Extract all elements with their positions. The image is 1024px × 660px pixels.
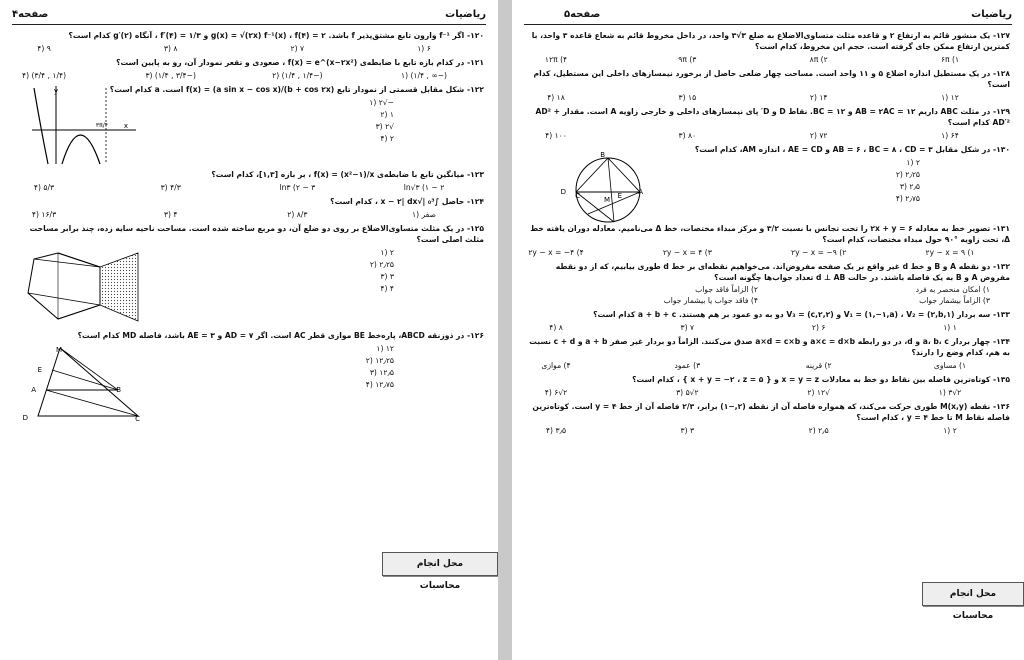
option-2[interactable]: ۱۲٫۲۵ (۲ [365, 356, 394, 365]
option-2[interactable]: ۱ (۲ [380, 110, 394, 119]
question-127 [526, 30, 1010, 65]
option-3[interactable]: ۳) عمود [674, 361, 701, 370]
option-4[interactable]: ۴ (۴ [380, 284, 394, 293]
option-3[interactable]: √۲ (۳ [375, 122, 394, 131]
option-1[interactable]: ۲y − x = ۹ (۱ [925, 248, 975, 257]
label-E: E [37, 366, 42, 374]
subject-title: ریاضیات [971, 9, 1012, 20]
option-4[interactable]: ۴) موازی [541, 361, 571, 370]
graph-figure [28, 84, 138, 166]
question-number: ۱۲۵- [466, 224, 484, 233]
options [526, 247, 1010, 258]
option-2[interactable]: ۲٫۵ (۲ [808, 426, 829, 435]
option-3[interactable]: ۳ (۳ [380, 272, 394, 281]
option-1[interactable]: ۱ (۱ [943, 323, 957, 332]
question-stem: سه بردار V₁ = (۱,−۱,a) ، V₂ = (۲,b,۱) و V₃ = (c,۲,۲) دو به دو عمود بر هم هستند. a + b + c کدام است؟ [593, 310, 991, 319]
option-1[interactable]: ۶۴ (۱ [941, 131, 959, 140]
question-number: ۱۲۰- [466, 31, 484, 40]
option-3[interactable]: ۲y − x = ۴ (۳ [662, 248, 712, 257]
label-B: B [600, 151, 605, 159]
question-number: ۱۲۴- [466, 197, 484, 206]
question-stem: در شکل مقابل AB = ۶ ، BC = ۸ ، CD = ۳ و AE = CD ، اندازه AM، کدام است؟ [694, 145, 991, 154]
option-3[interactable]: (−۳/۴ , ۱/۴) (۳ [145, 71, 196, 80]
option-3[interactable]: ۴ (۳ [163, 210, 178, 219]
options [526, 54, 1010, 65]
circle-figure [560, 151, 664, 224]
trapezoid-figure [20, 344, 150, 422]
question-122 [14, 84, 484, 166]
label-E: E [617, 192, 622, 200]
question-number: ۱۳۱- [992, 224, 1010, 233]
question-number: ۱۳۴- [992, 337, 1010, 346]
option-1[interactable]: ۲√۳ (۱ [938, 388, 962, 397]
page-gap [498, 0, 512, 660]
option-4[interactable]: (۱/۴ , ۳/۴) (۴ [21, 71, 67, 80]
options [14, 182, 484, 193]
option-1[interactable]: ۲ (۱ [943, 426, 957, 435]
options [526, 92, 1010, 103]
page-header-right [524, 8, 1012, 25]
question-121 [14, 57, 484, 81]
option-3[interactable]: ۳) الزاماً بیشمار جواب [919, 296, 990, 305]
option-1[interactable]: ۱۲ (۱ [941, 93, 959, 102]
option-2[interactable]: ۲٫۲۵ (۲ [895, 170, 920, 179]
options [526, 387, 1010, 398]
option-2[interactable]: ۷۲ (۲ [809, 131, 828, 140]
question-129 [526, 106, 1010, 141]
question-number: ۱۳۲- [992, 262, 1010, 271]
label-C: C [135, 415, 140, 423]
option-2[interactable]: ۸/۳ (۲ [287, 210, 308, 219]
option-2[interactable]: √۱۲ (۲ [807, 388, 830, 397]
question-131 [526, 223, 1010, 258]
question-124 [14, 196, 484, 220]
options [14, 209, 484, 220]
option-1[interactable]: ۱) مساوی [933, 361, 967, 370]
question-number: ۱۲۱- [466, 58, 484, 67]
option-2[interactable]: ۱۴ (۲ [809, 93, 828, 102]
option-4[interactable]: ۲√۶ (۴ [544, 388, 568, 397]
option-4[interactable]: ۳٫۵ (۴ [545, 426, 567, 435]
label-M: M [603, 196, 610, 204]
option-4[interactable]: ۲ (۴ [380, 134, 394, 143]
option-3[interactable]: ۲٫۵ (۳ [899, 182, 920, 191]
question-stem: اگر f⁻¹ وارون تابع مشتق‌پذیر f باشد. g(x) = √(۲x) f⁻¹(x) ، f(۴) = ۲ و f′(۴) = ۱/۳ ، آنگاه g′(۲) کدام است؟ [68, 31, 465, 40]
option-4[interactable]: ۲y − x = −۴ (۴ [528, 248, 584, 257]
question-number: ۱۲۷- [992, 31, 1010, 40]
question-stem: نقطه M(x,y) طوری حرکت می‌کند، که همواره فاصله آن از نقطه (۲,−۱) برابر، ۲/۳ فاصله آن از خط y = ۴ است. کوتاه‌ترین فاصله نقاط M تا خط y = ۴ ، کدام است؟ [532, 402, 1010, 422]
option-4[interactable]: ۸ (۴ [549, 323, 563, 332]
question-stem: در یک مستطیل اندازه اضلاع ۵ و ۱۱ واحد است. مساحت چهار ضلعی حاصل از برخورد نیمسازهای داخلی این مستطیل، کدام است؟ [533, 69, 1010, 89]
option-3[interactable]: ۸ (۳ [163, 44, 178, 53]
scratch-area-label: محل انجام محاسبات [382, 552, 498, 576]
svg-text:x: x [123, 122, 128, 130]
question-stem: در ذوزنقه ABCD، پاره‌خط BE موازی قطر AC است. اگر AD = ۷ و AE = ۳ باشد، فاصله MD کدام است؟ [77, 331, 465, 340]
option-1[interactable]: ۶ (۱ [417, 44, 431, 53]
question-stem: کوتاه‌ترین فاصله بین نقاط دو خط به معادلات x = y = z و { x + y = −۲ ، z = ۵ } ، کدام است؟ [632, 375, 991, 384]
option-4[interactable]: ۹ (۴ [37, 44, 51, 53]
page-left [0, 0, 498, 660]
option-2[interactable]: ۲٫۲۵ (۲ [369, 260, 394, 269]
question-number: ۱۲۲- [466, 85, 484, 94]
option-4[interactable]: ۱۲π (۴ [544, 55, 568, 64]
option-1[interactable]: (−∞ , ۱/۴) (۱ [400, 71, 448, 80]
question-number: ۱۲۸- [992, 69, 1010, 78]
option-3[interactable]: ۴/۳ (۳ [160, 183, 181, 192]
option-1[interactable]: ۲ (۱ [380, 248, 394, 257]
option-2[interactable]: ۲) قرینه [805, 361, 832, 370]
options [526, 360, 1010, 371]
options [526, 130, 1010, 141]
option-3[interactable]: ۱۵ (۳ [678, 93, 697, 102]
question-stem: در کدام بازه تابع با ضابطه‌ی f(x) = e^(x−۲x²) ، صعودی و تقعر نمودار آن، رو به پایین است؟ [116, 58, 465, 67]
option-3[interactable]: ۷ (۳ [680, 323, 695, 332]
option-3[interactable]: ۲√۵ (۳ [676, 388, 699, 397]
option-4[interactable]: ۱۸ (۴ [547, 93, 565, 102]
question-134 [526, 336, 1010, 371]
option-3[interactable]: ۸۰ (۳ [678, 131, 697, 140]
option-1[interactable]: ۱) امکان منحصر به فرد [915, 285, 990, 294]
label-B: B [116, 386, 121, 394]
option-2[interactable]: ۲) الزاماً فاقد جواب [695, 285, 758, 294]
page-right [512, 0, 1024, 660]
question-132 [526, 261, 1010, 306]
question-123 [14, 169, 484, 193]
question-135 [526, 374, 1010, 398]
option-4[interactable]: ۱۶/۳ (۴ [31, 210, 57, 219]
question-stem: دو نقطه A و B و خط d غیر واقع بر یک صفحه مفروض‌اند. می‌خواهیم نقطه‌ای بر خط d طوری بیابیم، که از دو نقطه مفروض A و B به یک فاصله باشند. در حالت d ⊥ AB تعداد جواب‌ها چگونه است؟ [555, 262, 1010, 282]
question-128 [526, 68, 1010, 103]
option-1[interactable]: ۲ − ln√۳ (۱ [403, 183, 445, 192]
question-stem: میانگین تابع با ضابطه‌ی f(x) = (x²−۱)/x ، بر بازه [۱,۳]، کدام است؟ [211, 170, 465, 179]
page-header-left [12, 8, 486, 25]
question-number: ۱۳۰- [992, 145, 1010, 154]
question-stem: حاصل ∫₀³ |√x − ۲| dx ، کدام است؟ [330, 197, 465, 206]
option-4[interactable]: ۱۲٫۷۵ (۴ [365, 380, 394, 389]
option-3[interactable]: ۱۲٫۵ (۳ [369, 368, 394, 377]
question-number: ۱۳۳- [992, 310, 1010, 319]
question-number: ۱۳۵- [992, 375, 1010, 384]
question-126 [14, 330, 484, 422]
question-number: ۱۲۳- [466, 170, 484, 179]
question-125 [14, 223, 484, 327]
question-number: ۱۲۶- [466, 331, 484, 340]
option-1[interactable]: صفر (۱ [412, 210, 436, 219]
label-C: C [575, 192, 580, 200]
option-1[interactable]: ۲ (۱ [906, 158, 920, 167]
question-130 [526, 144, 1010, 220]
question-number: ۱۳۶- [992, 402, 1010, 411]
page-number: صفحه۴ [12, 9, 49, 20]
option-4[interactable]: ۴) فاقد جواب یا بیشمار جواب [663, 296, 758, 305]
option-1[interactable]: ۱۲ (۱ [376, 344, 394, 353]
figure-label: ۳π/۴ [95, 122, 108, 129]
option-2[interactable]: ۶ (۲ [811, 323, 826, 332]
question-stem: شکل مقابل قسمتی از نمودار تابع f(x) = (a sin x − cos x)/(b + cos ۲x) است. a کدام است؟ [109, 85, 465, 94]
options [526, 284, 1010, 306]
subject-title: ریاضیات [445, 9, 486, 20]
page-number: صفحه۵ [564, 9, 601, 20]
options [14, 43, 484, 54]
svg-text:y: y [53, 87, 58, 95]
option-2[interactable]: (−۱/۴ , ۱/۴) (۲ [272, 71, 323, 80]
question-number: ۱۲۹- [992, 107, 1010, 116]
option-4[interactable]: ۵/۳ (۴ [33, 183, 55, 192]
question-stem: در مثلث ABC داریم AB = ۲AC = ۱۲ و BC = ۱۲. نقاط D و D′ پای نیمسازهای داخلی و خارجی زاویه A است. مقدار AD² + AD′² کدام است؟ [535, 107, 1010, 127]
option-1[interactable]: −√۲ (۱ [369, 98, 394, 107]
question-120 [14, 30, 484, 54]
option-2[interactable]: ۲y − x = −۹ (۲ [790, 248, 847, 257]
options [14, 70, 484, 81]
option-2[interactable]: ۷ (۲ [290, 44, 305, 53]
option-4[interactable]: ۲٫۷۵ (۴ [895, 194, 920, 203]
question-stem: یک منشور قائم به ارتفاع ۲ و قاعده مثلث متساوی‌الاضلاع به ضلع ۳√۳ واحد، در داخل مخروط قائم به شعاع قاعده ۳ واحد، با کمترین ارتفاع ممکن جای گرفته است. حجم این مخروط، کدام است؟ [531, 31, 1010, 51]
squares-triangle-figure [20, 245, 140, 327]
question-stem: تصویر خط به معادله ۲x + y = ۶ را تحت تجانس با نسبت ۳/۲ و مرکز مبداء مختصات، خط Δ می‌نامیم. معادله دوران یافته خط Δ، تحت زاویه °۹۰ حول مبداء مختصات، کدام است؟ [530, 224, 1010, 244]
questions-right [526, 30, 1010, 439]
option-4[interactable]: ۱۰۰ (۴ [545, 131, 567, 140]
label-M: M [55, 346, 62, 354]
option-1[interactable]: ۶π (۱ [940, 55, 960, 64]
questions-left [14, 30, 484, 425]
option-3[interactable]: ۹π (۳ [678, 55, 697, 64]
label-D: D [22, 414, 28, 422]
label-D: D [560, 188, 566, 196]
label-A: A [638, 188, 643, 196]
question-stem: چهار بردار a، b، c و d، در دو رابطه a×c = d×b و a×d = c×b صدق می‌کنند. الزاماً دو بردار غیر صفر a + b و c + d نسبت به هم، کدام وضع را دارند؟ [529, 337, 1010, 357]
question-stem: در یک مثلث متساوی‌الاضلاع بر روی دو ضلع آن، دو مربع ساخته شده است. مساحت ناحیه سایه زده، چند برابر مساحت مثلث اصلی است؟ [29, 224, 484, 244]
label-A: A [31, 386, 36, 394]
option-2[interactable]: ۸π (۲ [809, 55, 828, 64]
question-136 [526, 401, 1010, 436]
options [526, 425, 1010, 436]
option-2[interactable]: ۳ − ln۳ (۲ [279, 183, 316, 192]
option-3[interactable]: ۳ (۳ [680, 426, 695, 435]
question-133 [526, 309, 1010, 333]
options [526, 322, 1010, 333]
scratch-area-label: محل انجام محاسبات [922, 582, 1024, 606]
